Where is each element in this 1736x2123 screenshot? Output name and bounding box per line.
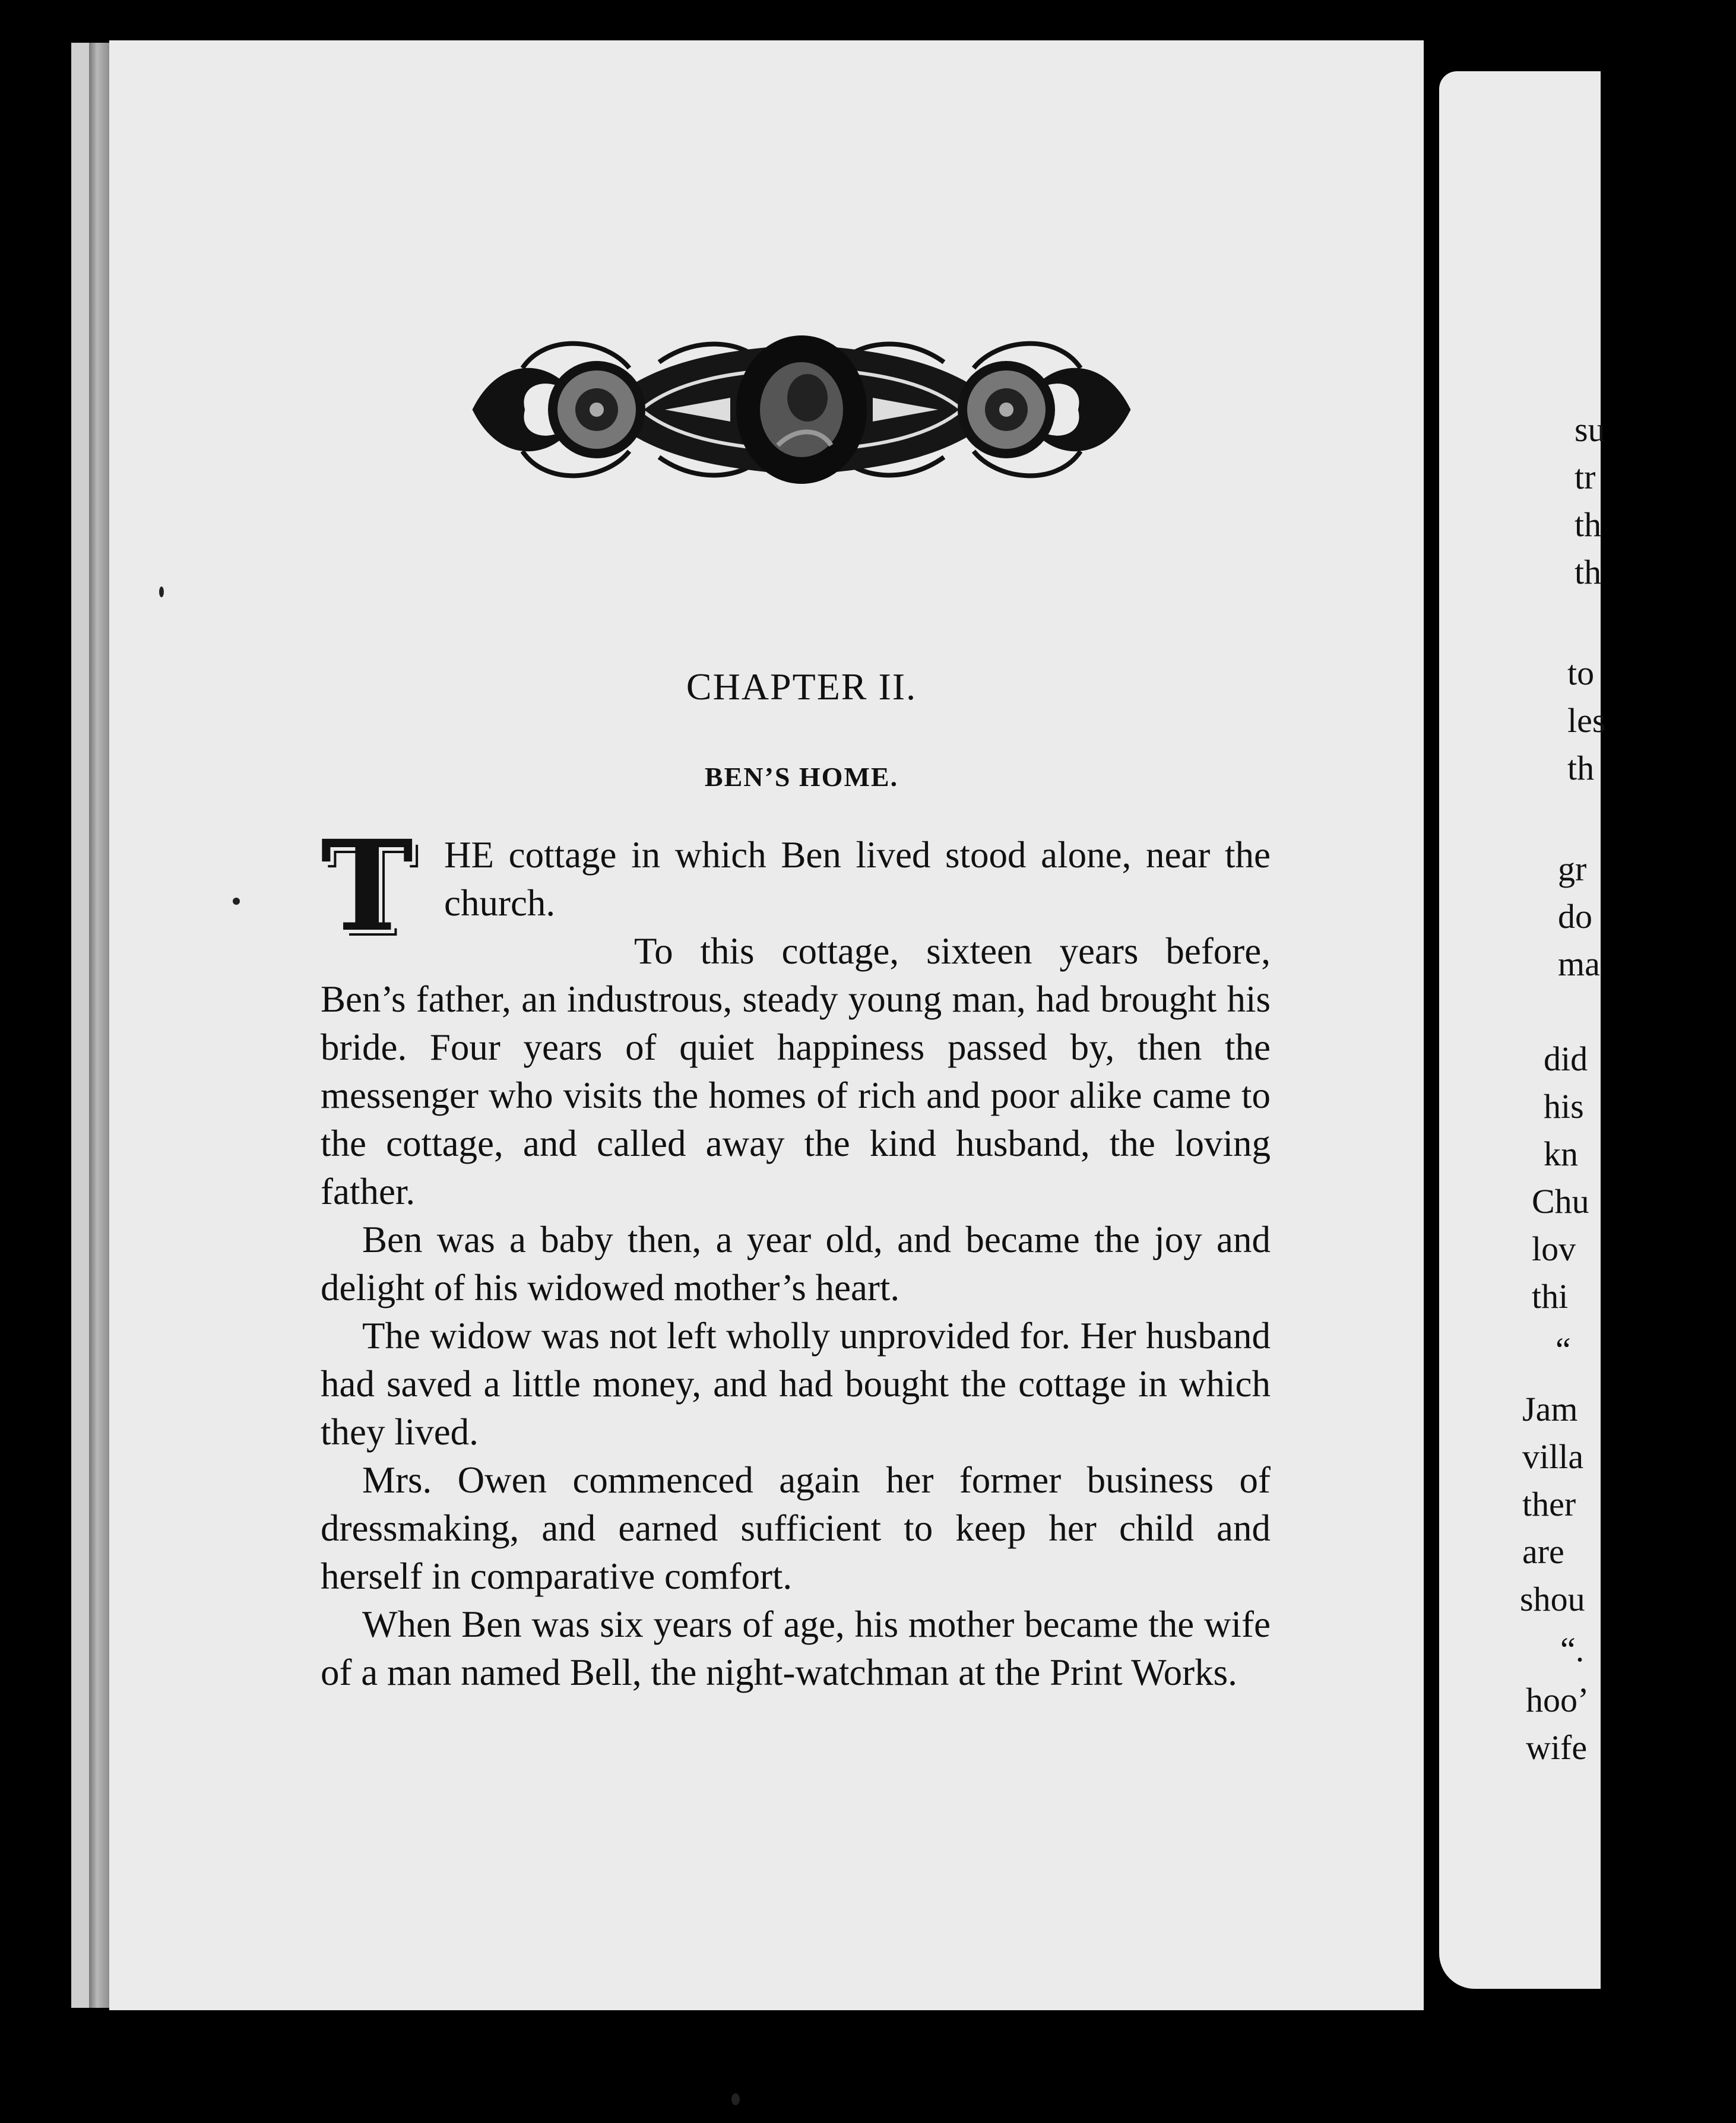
- right-page-line: shou: [1520, 1580, 1585, 1618]
- right-page-line: ma: [1558, 945, 1600, 983]
- paragraph: HE cottage in which Ben lived stood alone, near the church.: [444, 834, 1271, 924]
- right-page-line: thi: [1532, 1277, 1569, 1316]
- drop-cap: T: [321, 813, 414, 959]
- right-page-line: are: [1522, 1532, 1564, 1571]
- right-page-line: tr: [1575, 458, 1596, 496]
- right-page-line: th: [1567, 749, 1595, 787]
- right-page-line: do: [1558, 897, 1592, 936]
- right-page-line: Jam: [1522, 1390, 1578, 1428]
- right-page-line: gr: [1558, 850, 1587, 888]
- paragraph: Ben was a baby then, a year old, and became the joy and delight of his widowed mother’s heart.: [321, 1219, 1271, 1308]
- book-gutter: [1424, 0, 1439, 2123]
- right-page: [1439, 71, 1606, 1989]
- right-page-line: “.: [1560, 1630, 1585, 1669]
- chapter-title: CHAPTER II.: [686, 666, 917, 708]
- paragraph: Mrs. Owen commenced again her former business of dressmaking, and earned sufficient to keep her child and herself in comparative comfort.: [321, 1459, 1271, 1597]
- right-page-line: th: [1575, 553, 1602, 591]
- right-page-line: su: [1575, 410, 1605, 449]
- scan-speck: [159, 587, 164, 597]
- right-page-line: th: [1575, 505, 1602, 544]
- right-page-line: kn: [1544, 1135, 1578, 1173]
- scan-speck: [233, 898, 240, 905]
- right-page-line: ther: [1522, 1485, 1576, 1523]
- right-page-line: his: [1544, 1087, 1584, 1126]
- right-page-line: Chu: [1532, 1182, 1589, 1221]
- right-page-line: les: [1567, 701, 1606, 740]
- chapter-body: [321, 813, 1271, 1697]
- right-page-line: lov: [1532, 1230, 1576, 1268]
- chapter-subtitle: BEN’S HOME.: [704, 762, 899, 792]
- right-page-line: hoo’: [1526, 1681, 1589, 1719]
- right-page-line: to: [1567, 654, 1595, 692]
- scan-speck: [731, 2093, 740, 2105]
- paragraph: The widow was not left wholly unprovided for. Her husband had saved a little money, and had bought the cottage in which they lived.: [321, 1315, 1271, 1453]
- paragraph: When Ben was six years of age, his mother became the wife of a man named Bell, the night-watchman at the Print Works.: [321, 1604, 1271, 1693]
- right-page-line: wife: [1526, 1728, 1588, 1767]
- page-edge: [89, 43, 109, 2008]
- right-page-line: villa: [1522, 1437, 1584, 1476]
- chapter-ornament: [451, 309, 1152, 511]
- right-page-line: “: [1556, 1330, 1571, 1369]
- paragraph: To this cottage, sixteen years before, Ben’s father, an industrous, steady young man, had brought his bride. Four years of quiet happiness passed by, then the messenger who visits the homes of rich and poor alike came to the cottage, and called away the kind husband, the loving father.: [321, 930, 1271, 1212]
- right-page-line: did: [1544, 1040, 1588, 1078]
